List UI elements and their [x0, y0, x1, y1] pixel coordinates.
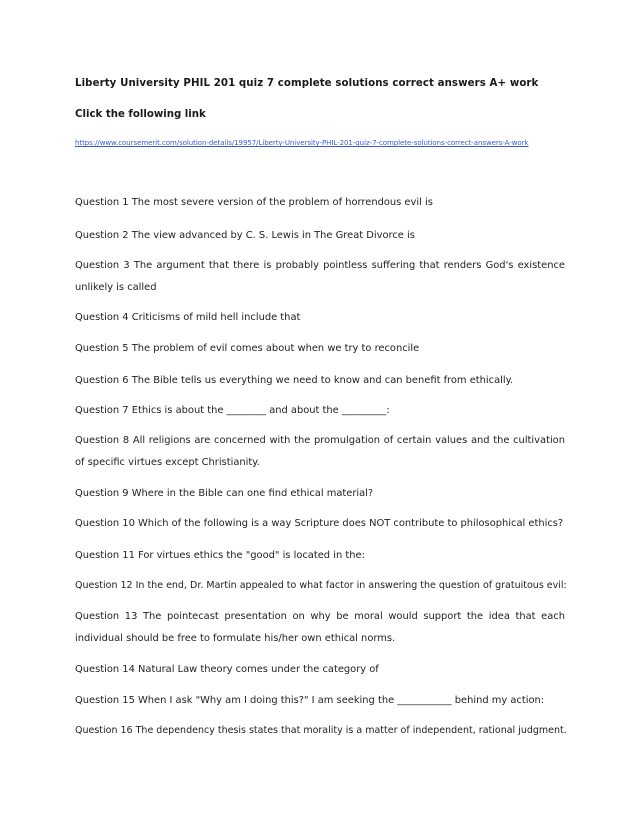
question-16: Question 16 The dependency thesis states that morality is a matter of independent, rational judgment. [75, 725, 567, 736]
question-6: Question 6 The Bible tells us everything we need to know and can benefit from ethically. [75, 375, 514, 386]
solution-link[interactable]: https://www.coursemerit.com/solution-details/19957/Liberty-University-PHIL-201-quiz-7-complete-solutions-correct-answers-A-work [75, 139, 529, 147]
question-4: Question 4 Criticisms of mild hell include that [75, 312, 301, 323]
document-title: Liberty University PHIL 201 quiz 7 complete solutions correct answers A+ work [75, 78, 539, 89]
question-10: Question 10 Which of the following is a way Scripture does NOT contribute to philosophical ethics? [75, 518, 564, 529]
question-12: Question 12 In the end, Dr. Martin appealed to what factor in answering the question of gratuitous evil: [75, 580, 567, 591]
question-7: Question 7 Ethics is about the ________ and about the _________: [75, 405, 390, 416]
question-13: Question 13 The pointecast presentation on why be moral would support the idea that each individual should be free to formulate his/her own ethical norms. [75, 611, 565, 644]
question-2: Question 2 The view advanced by C. S. Lewis in The Great Divorce is [75, 230, 415, 241]
question-3: Question 3 The argument that there is probably pointless suffering that renders God's existence unlikely is called [75, 260, 565, 293]
question-9: Question 9 Where in the Bible can one find ethical material? [75, 488, 374, 499]
question-5: Question 5 The problem of evil comes about when we try to reconcile [75, 343, 420, 354]
question-15: Question 15 When I ask "Why am I doing this?" I am seeking the ___________ behind my action: [75, 695, 545, 706]
question-8: Question 8 All religions are concerned with the promulgation of certain values and the cultivation of specific virtues except Christianity. [75, 435, 565, 468]
question-11: Question 11 For virtues ethics the "good" is located in the: [75, 550, 365, 561]
click-instruction: Click the following link [75, 109, 206, 120]
question-14: Question 14 Natural Law theory comes under the category of [75, 664, 379, 675]
question-1: Question 1 The most severe version of the problem of horrendous evil is [75, 197, 433, 208]
